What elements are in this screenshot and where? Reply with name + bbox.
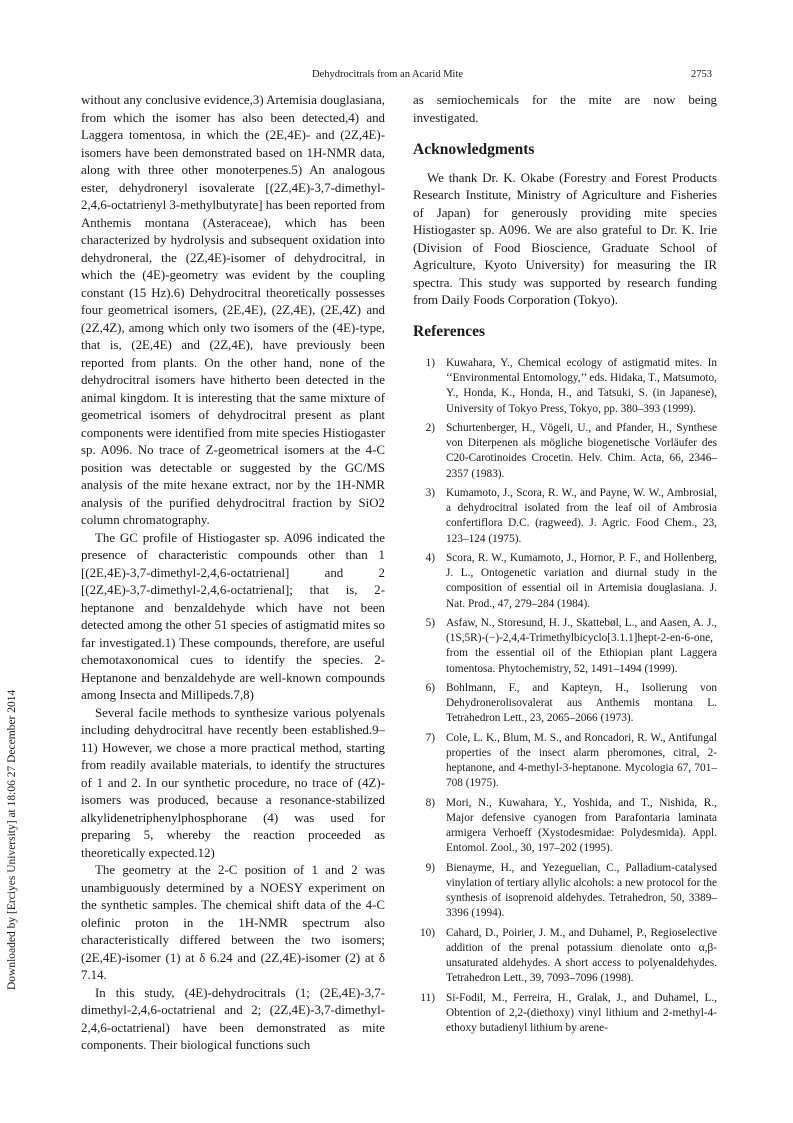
body-paragraph: without any conclusive evidence,3) Artemisia douglasiana, from which the isomer has also been detected,4) and Laggera tomentosa, in which the (2E,4E)- and (2Z,4E)-isomers have been demonstrated based on 1H-NMR data, along with three other monoterpenes.5) An analogous ester, dehydroneryl isovalerate [(2Z,4E)-3,7-dimethyl-2,4,6-octatrienyl 3-methylbutyrate] has been reported from Anthemis montana (Asteraceae), which has been characterized by hydrolysis and subsequent oxidation into dehydroneral, the (2Z,4E)-isomer of dehydrocitral, in which the (4E)-geometry was evident by the coupling constant (15 Hz).6) Dehydrocitral theoretically possesses four geometrical isomers, (2E,4E), (2Z,4E), (2E,4Z) and (2Z,4Z), among which only two isomers of the (4E)-type, that is, (2E,4E) and (2Z,4E), have previously been reported from plants. On the other hand, none of the dehydrocitral isomers have hitherto been detected in the animal kingdom. It is interesting that the same mixture of geometrical isomers of dehydrocitral present as plant components were identified from mite species Histiogaster sp. A096. No trace of Z-geometrical isomers at the 4-C position was detectable or suggested by the GC/MS analysis of the mite hexane extract, nor by the 1H-NMR analysis of the purified dehydrocitral fraction by SiO2 column chromatography. xyxy=(81,93,385,527)
running-title: Dehydrocitrals from an Acarid Mite xyxy=(312,69,464,80)
body-paragraph: The geometry at the 2-C position of 1 and 2 was unambiguously determined by a NOESY experiment on the synthetic samples. The chemical shift data of the 4-C olefinic proton in the 1H-NMR spectrum also characteristically differed between the two isomers; (2E,4E)-isomer (1) at δ 6.24 and (2Z,4E)-isomer (2) at δ 7.14. xyxy=(81,863,385,982)
reference-item xyxy=(413,991,717,1037)
body-paragraph: The GC profile of Histiogaster sp. A096 indicated the presence of characteristic compounds other than 1 [(2E,4E)-3,7-dimethyl-2,4,6-octatrienal] and 2 [(2Z,4E)-3,7-dimethyl-2,4,6-octatrienal]; that is, 2-heptanone and benzaldehyde which have not been detected among the other 51 species of astigmatid mites so far investigated.1) These compounds, therefore, are useful chemotaxonomical cues to identify the species. 2-Heptanone and benzaldehyde are well-known compounds among Insecta and Millipeds.7,8) xyxy=(81,530,385,702)
reference-item xyxy=(413,681,717,727)
reference-number: 10) xyxy=(419,926,435,939)
page-number: 2753 xyxy=(691,69,712,80)
acknowledgments-heading: Acknowledgments xyxy=(413,141,535,158)
reference-text: Scora, R. W., Kumamoto, J., Hornor, P. F., and Hollenberg, J. L., Ontogenetic variation and diurnal study in the composition of essential oil in Artemisia douglasiana. J. Nat. Prod., 47, 279–284 (1984). xyxy=(446,552,717,610)
reference-number: 6) xyxy=(425,682,435,694)
reference-item xyxy=(413,796,717,857)
reference-list xyxy=(413,356,717,1036)
reference-text: Mori, N., Kuwahara, Y., Yoshida, and T., Nishida, R., Major defensive cyanogen from Parafontaria laminata armigera Verhoeff (Xystodesmidae: Polydesmida). Appl. Entomol. Zool., 30, 197–202 (1995). xyxy=(446,796,717,855)
body-paragraph: as semiochemicals for the mite are now being investigated. xyxy=(413,93,717,125)
reference-item xyxy=(413,421,717,482)
left-column xyxy=(81,92,385,1055)
reference-text: Bohlmann, F., and Kapteyn, H., Isolierung von Dehydronerolisovalerat aus Anthemis montana L. Tetrahedron Lett., 23, 2065–2066 (1973). xyxy=(446,682,717,725)
references-heading: References xyxy=(413,322,486,340)
download-watermark: Downloaded by [Erciyes University] at 18:06 27 December 2014 xyxy=(6,689,18,990)
reference-item xyxy=(413,551,717,612)
reference-number: 1) xyxy=(425,357,435,369)
reference-number: 8) xyxy=(425,796,435,809)
reference-number: 3) xyxy=(425,487,435,499)
reference-item xyxy=(413,731,717,792)
reference-text: Si-Fodil, M., Ferreira, H., Gralak, J., and Duhamel, L., Obtention of 2,2-(diethoxy) vinyl lithium and 2-methyl-4-ethoxy butadienyl lithium by arene- xyxy=(446,991,717,1035)
reference-item xyxy=(413,861,717,922)
body-paragraph: Several facile methods to synthesize various polyenals including dehydrocitral have recently been established.9–11) However, we chose a more practical method, starting from readily available materials, to identify the structures of 1 and 2. In our synthetic procedure, no trace of (4Z)-isomers was produced, because a resonance-stabilized alkylidenetriphenylphosphorane (4) was used for preparing 5, whereby the reaction proceeded as theoretically expected.12) xyxy=(81,705,385,860)
reference-item xyxy=(413,486,717,547)
reference-text: Bienayme, H., and Yezeguelian, C., Palladium-catalysed vinylation of tertiary allylic alcohols: a new protocol for the synthesis of isoprenoid aldehydes. Tetrahedron, 50, 3389–3396 (1994). xyxy=(446,861,717,920)
reference-number: 9) xyxy=(425,861,435,874)
reference-text: Schurtenberger, H., Vögeli, U., and Pfander, H., Synthese von Diterpenen als mögliche biogenetische Vorläufer des C20-Carotinoides Crocetin. Helv. Chim. Acta, 66, 2346–2357 (1983). xyxy=(446,422,717,480)
reference-number: 7) xyxy=(425,731,435,744)
reference-item xyxy=(413,926,717,987)
reference-number: 2) xyxy=(425,422,435,434)
reference-item xyxy=(413,356,717,417)
reference-text: Kumamoto, J., Scora, R. W., and Payne, W. W., Ambrosial, a dehydrocitral isolated from the leaf oil of Ambrosia confertiflora D.C. (ragweed). J. Agric. Food Chem., 23, 123–124 (1975). xyxy=(446,487,717,545)
reference-text: Cahard, D., Poirier, J. M., and Duhamel, P., Regioselective addition of the prenal potassium dienolate onto α,β-unsaturated aldehydes. A short access to polyenaldehydes. Tetrahedron Lett., 39, 7093–7096 (1998). xyxy=(446,926,717,985)
reference-text: Cole, L. K., Blum, M. S., and Roncadori, R. W., Antifungal properties of the insect alarm pheromones, citral, 2-heptanone, and 4-methyl-3-heptanone. Mycologia 67, 701–708 (1975). xyxy=(446,731,717,790)
reference-text: Kuwahara, Y., Chemical ecology of astigmatid mites. In ‘‘Environmental Entomology,’’ eds. Hidaka, T., Matsumoto, Y., Honda, K., Honda, H., and Tatsuki, S. (in Japanese), University of Tokyo Press, Tokyo, pp. 380–393 (1999). xyxy=(446,357,717,415)
reference-text: Asfaw, N., Storesund, H. J., Skattebøl, L., and Aasen, A. J., (1S,5R)-(−)-2,4,4-Trimethylbicyclo[3.1.1]hept-2-en-6-one, from the essential oil of the Ethiopian plant Laggera tomentosa. Phytochemistry, 52, 1491–1494 (1999). xyxy=(446,617,717,675)
reference-number: 5) xyxy=(425,617,435,629)
body-paragraph: In this study, (4E)-dehydrocitrals (1; (2E,4E)-3,7-dimethyl-2,4,6-octatrienal and 2; (2Z,4E)-3,7-dimethyl-2,4,6-octatrienal) have been demonstrated as mite components. Their biological functions such xyxy=(81,985,385,1052)
right-column xyxy=(413,92,717,1041)
reference-item xyxy=(413,616,717,677)
acknowledgments-text: We thank Dr. K. Okabe (Forestry and Forest Products Research Institute, Ministry of Agriculture and Fisheries of Japan) for generously providing mite species Histiogaster sp. A096. We are also grateful to Dr. K. Irie (Division of Food Bioscience, Graduate School of Agriculture, Kyoto University) for measuring the IR spectra. This study was supported by research funding from Daily Foods Corporation (Tokyo). xyxy=(413,170,717,307)
reference-number: 4) xyxy=(425,552,435,564)
reference-number: 11) xyxy=(420,991,435,1004)
